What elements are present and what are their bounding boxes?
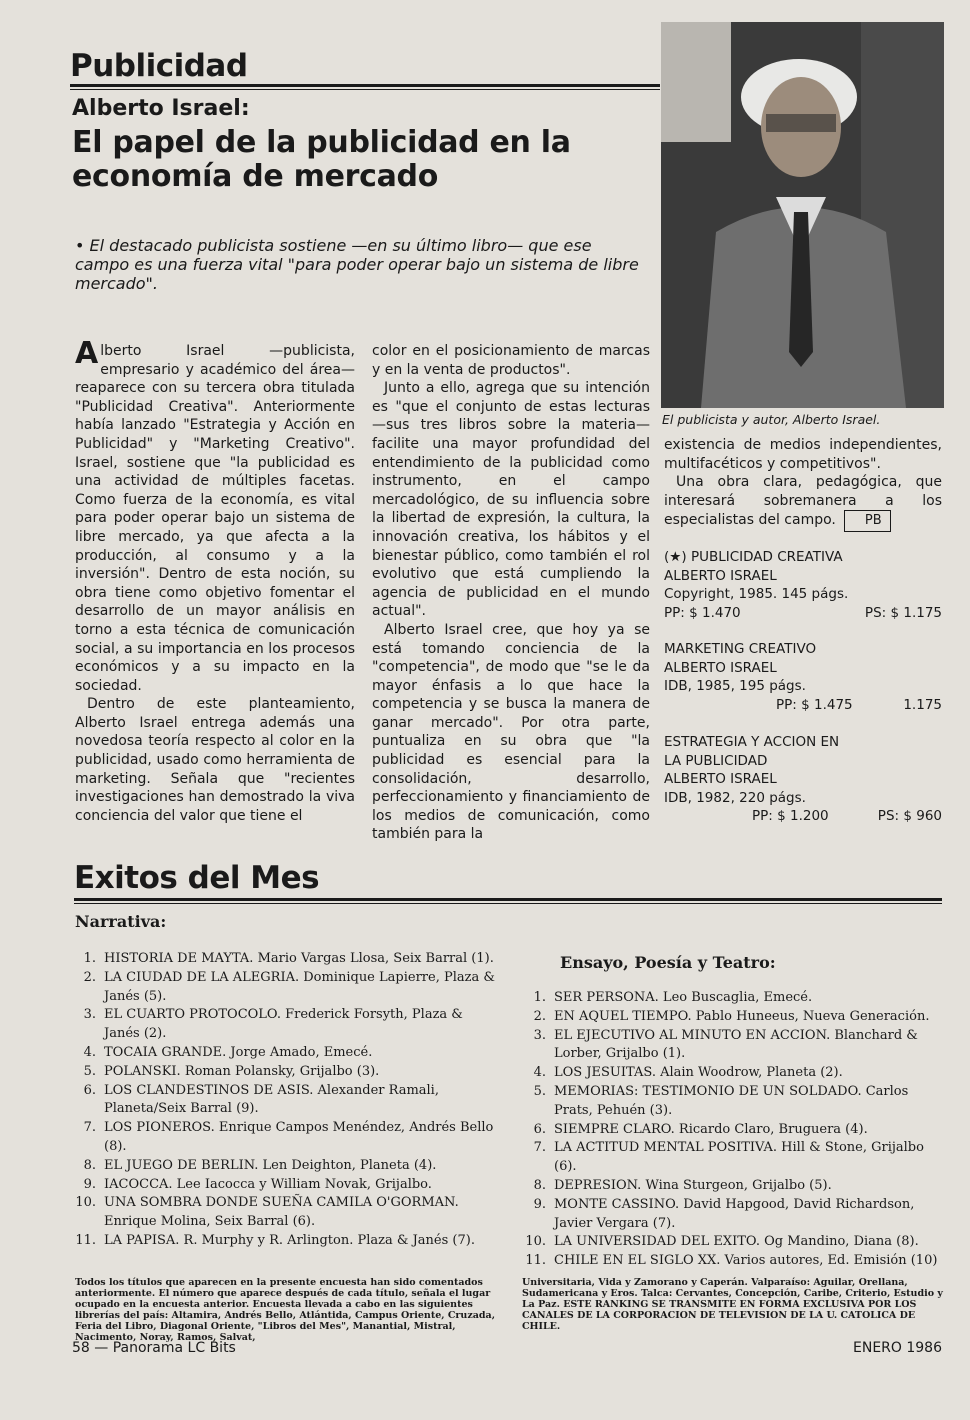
item-number: 10. [75,1195,96,1211]
item-number: 8. [83,1157,96,1173]
item-number: 9. [83,1176,96,1192]
list-item [66,969,496,1007]
item-text: LA ACTITUD MENTAL POSITIVA. Hill & Stone, Grijalbo (6). [554,1140,924,1175]
list-item [516,1027,946,1065]
paragraph: Junto a ello, agrega que su intención es "que el conjunto de estas lecturas —sus tres libros sobre la materia— facilite una mayor profundidad del entendimiento de la publicidad como instrumento, en el campo mercadológico, de su influencia sobre la libertad de expresión, la cultura, la innovación creativa, los hábitos y el bienestar público, como también el rol evolutivo que está cumpliendo la agencia de publicidad en el mundo actual". [372,380,650,620]
star-icon: (★) [664,549,687,565]
price-ps: PS: $ 1.175 [864,604,942,621]
exitos-rule-thin [74,903,942,904]
item-text: EL CUARTO PROTOCOLO. Frederick Forsyth, Plaza & Janés (2). [104,1007,463,1042]
item-number: 3. [533,1027,546,1043]
item-text: UNA SOMBRA DONDE SUEÑA CAMILA O'GORMAN. Enrique Molina, Seix Barral (6). [104,1195,459,1230]
list-item [66,1232,496,1251]
paragraph: Dentro de este planteamiento, Alberto Israel entrega además una novedosa teoría respecto al color en la publicidad, usado como herramienta de marketing. Señala que "recientes investigaciones han demostrado la viva conciencia del valor que tiene el [75,696,355,824]
article-column-2 [372,342,650,844]
item-text: SER PERSONA. Leo Buscaglia, Emecé. [554,990,813,1005]
list-item [516,1121,946,1140]
item-number: 9. [533,1196,546,1212]
item-number: 1. [533,990,546,1005]
item-number: 3. [83,1007,96,1023]
exitos-title: Exitos del Mes [74,860,320,896]
narrativa-list [66,950,496,1251]
list-item [66,1157,496,1176]
item-number: 10. [525,1234,546,1250]
item-number: 4. [533,1065,546,1081]
paragraph: color en el posicionamiento de marcas y en la venta de productos". [372,343,650,378]
paragraph: existencia de medios independientes, multifacéticos y competitivos". [664,437,942,472]
item-number: 6. [533,1121,546,1137]
item-text: LA CIUDAD DE LA ALEGRIA. Dominique Lapierre, Plaza & Janés (5). [104,969,495,1004]
item-number: 11. [525,1253,546,1269]
list-item [66,1194,496,1232]
item-text: HISTORIA DE MAYTA. Mario Vargas Llosa, Seix Barral (1). [104,951,494,966]
author-signature-box: PB [844,510,891,532]
item-number: 8. [533,1177,546,1193]
book-listing: ESTRATEGIA Y ACCION EN LA PUBLICIDAD ALBERTO ISRAEL IDB, 1982, 220 págs. PP: $ 1.200 PS: $ 960 [664,734,942,825]
list-item [66,1044,496,1063]
item-text: LOS JESUITAS. Alain Woodrow, Planeta (2). [554,1065,843,1081]
item-number: 2. [83,969,96,985]
item-text: POLANSKI. Roman Polansky, Grijalbo (3). [104,1063,380,1079]
list-item [516,1008,946,1027]
price-ps: 1.175 [903,696,942,713]
item-number: 4. [83,1044,96,1060]
item-text: IACOCCA. Lee Iacocca y William Novak, Grijalbo. [104,1176,432,1192]
item-number: 7. [83,1120,96,1136]
photo-caption: El publicista y autor, Alberto Israel. [662,412,881,427]
list-item [516,1177,946,1196]
article-kicker: Alberto Israel: [72,96,250,121]
item-text: LOS PIONEROS. Enrique Campos Menéndez, Andrés Bello (8). [104,1120,494,1154]
item-number: 11. [75,1232,96,1248]
ensayo-list [516,989,946,1271]
paragraph: Alberto Israel cree, que hoy ya se está tomando conciencia de la "competencia", de modo que "se le da mayor énfasis a lo que hace la competencia y se busca la manera de ganar mercado". Por otra parte, puntualiza en su obra que "la publicidad es esencial para la consolidación, desarrollo, perfeccionamiento y financiamiento de los medios de comunicación, como también para la [372,621,650,843]
list-item [516,1139,946,1177]
section-title: Publicidad [70,48,248,84]
list-item [516,1083,946,1121]
item-text: MONTE CASSINO. David Hapgood, David Richardson, Javier Vergara (7). [554,1196,915,1231]
list-item [516,1233,946,1252]
item-text: TOCAIA GRANDE. Jorge Amado, Emecé. [104,1044,373,1060]
price-pp: PP: $ 1.200 [752,808,829,825]
list-item [516,989,946,1008]
list-item [516,1196,946,1234]
item-text: LA UNIVERSIDAD DEL EXITO. Og Mandino, Diana (8). [554,1234,919,1250]
item-text: LA PAPISA. R. Murphy y R. Arlington. Plaza & Janés (7). [104,1232,475,1248]
book-listing: (★) PUBLICIDAD CREATIVA ALBERTO ISRAEL Copyright, 1985. 145 págs. PP: $ 1.470 PS: $ 1.175 [664,549,942,621]
page-footer-right: ENERO 1986 [853,1340,942,1356]
item-number: 7. [533,1140,546,1156]
list-item [66,1063,496,1082]
book-listing: MARKETING CREATIVO ALBERTO ISRAEL IDB, 1985, 195 págs. PP: $ 1.475 1.175 [664,641,942,713]
portrait-illustration [661,22,944,408]
paragraph: Alberto Israel —publicista, empresario y académico del área— reaparece con su tercera obra titulada "Publicidad Creativa". Anteriormente había lanzado "Estrategia y Acción en Publicidad" y "Marketing Creativo". Israel, sostiene que "la publicidad es una actividad de múltiples facetas. Como fuerza de la economía, es vital para poder operar bajo un sistema de libre mercado, ya que afecta a la producción, al consumo y a la inversión". Dentro de esta noción, su obra tiene como objetivo fomentar el desarrollo de un mayor análisis en torno a esta técnica de comunicación social, a su importancia en los procesos económicos y a su impacto en la sociedad. [75,336,355,694]
item-text: DEPRESION. Wina Sturgeon, Grijalbo (5). [554,1177,832,1193]
list-item [516,1252,946,1271]
article-column-1 [75,336,355,825]
item-text: EL JUEGO DE BERLIN. Len Deighton, Planeta (4). [104,1157,437,1173]
item-text: MEMORIAS: TESTIMONIO DE UN SOLDADO. Carlos Prats, Pehuén (3). [554,1083,909,1118]
survey-note: Todos los títulos que aparecen en la presente encuesta han sido comentados anteriormente. El número que aparece después de cada título, señala el lugar ocupado en la encuesta anterior. Encuesta llevada a cabo en las siguientes librerías del país: Altamira, Andrés Bello, Atlántida, Campus Oriente, Cruzada, Feria del Libro, Diagonal Oriente, "Libros del Mes", Manantial, Mistral, Nacimento, Noray, Ramos, Salvat, [75,1277,495,1343]
item-text: EN AQUEL TIEMPO. Pablo Huneeus, Nueva Generación. [554,1008,930,1024]
list-item [66,1006,496,1044]
item-number: 1. [83,951,96,966]
price-pp: PP: $ 1.475 [776,696,853,713]
author-photo [661,22,944,408]
page-footer-left: 58 — Panorama LC Bits [72,1340,236,1356]
item-text: CHILE EN EL SIGLO XX. Varios autores, Ed. Emisión (10) [554,1253,938,1269]
item-number: 5. [533,1083,546,1099]
item-number: 5. [83,1063,96,1079]
list-item [66,1176,496,1195]
header-rule-thin [70,89,660,90]
header-rule [70,84,660,87]
ranking-note: Universitaria, Vida y Zamorano y Caperán. Valparaíso: Aguilar, Orellana, Sudamericana y Eros. Talca: Cervantes, Concepción, Caribe, Criterio, Estudio y La Paz. ESTE RANKING SE TRANSMITE EN FORMA EXCLUSIVA POR LOS CANALES DE LA CORPORACION DE TELEVISION DE LA U. CATOLICA DE CHILE. [522,1277,943,1332]
item-text: EL EJECUTIVO AL MINUTO EN ACCION. Blanchard & Lorber, Grijalbo (1). [554,1027,918,1062]
article-lead: • El destacado publicista sostiene —en su último libro— que ese campo es una fuerza vital "para poder operar bajo un sistema de libre mercado". [75,236,639,293]
item-number: 6. [83,1082,96,1098]
narrativa-label: Narrativa: [75,912,167,931]
list-item [516,1064,946,1083]
list-item [66,950,496,969]
drop-cap: A [75,336,99,371]
article-headline: El papel de la publicidad en la economía de mercado [72,125,571,194]
list-item [66,1119,496,1157]
exitos-rule [74,898,942,901]
item-text: LOS CLANDESTINOS DE ASIS. Alexander Ramali, Planeta/Seix Barral (9). [104,1082,439,1117]
list-item [66,1082,496,1120]
price-pp: PP: $ 1.470 [664,604,741,621]
item-text: SIEMPRE CLARO. Ricardo Claro, Bruguera (4). [554,1121,868,1137]
paragraph: Una obra clara, pedagógica, que interesará sobremanera a los especialistas del campo. PB [664,473,942,532]
item-number: 2. [533,1008,546,1024]
price-ps: PS: $ 960 [877,808,942,825]
article-column-3 [664,436,942,532]
ensayo-label: Ensayo, Poesía y Teatro: [560,953,776,972]
